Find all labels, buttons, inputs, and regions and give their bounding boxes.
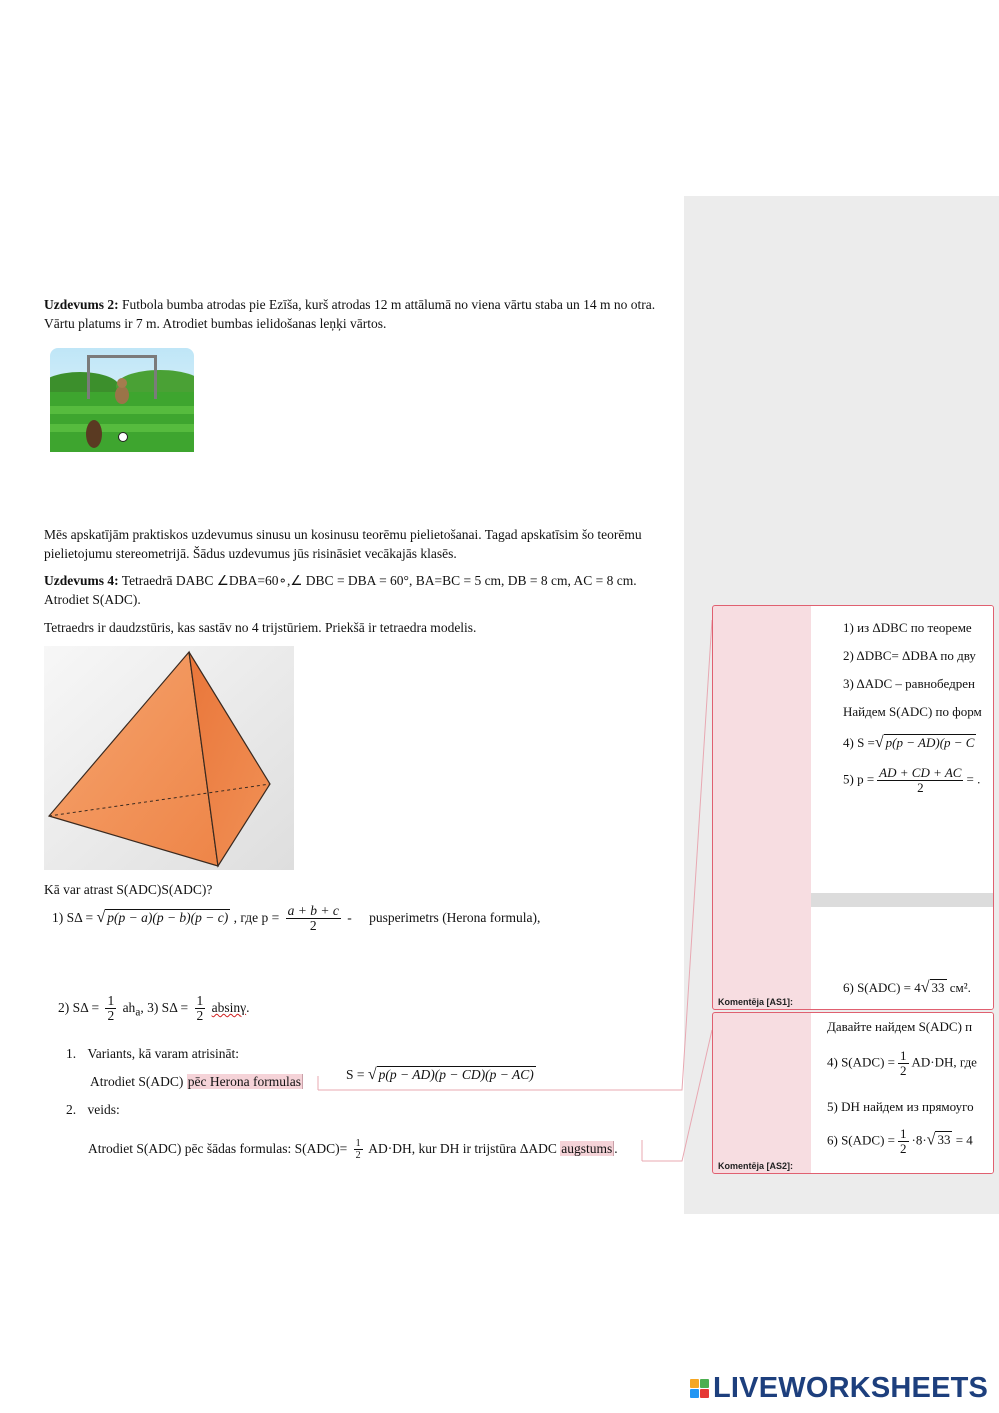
formula1-dash: - xyxy=(347,910,352,925)
list-item-2-number: 2. xyxy=(66,1102,77,1117)
comment-as2-label: Komentēja [AS2]: xyxy=(718,1161,794,1171)
list-item-1-number: 1. xyxy=(66,1046,77,1061)
tetrahedron-intro: Tetraedrs ir daudzstūris, kas sastāv no 4 trijstūriem. Priekšā ir tetraedra modelis. xyxy=(44,620,477,635)
list-item-2-title: veids: xyxy=(87,1102,120,1117)
question-text: Kā var atrast S(ADC)S(ADC)? xyxy=(44,882,213,897)
task4-text: Tetraedrā DABC ∠DBA=60∘,∠ DBC = DBA = 60°, BA=BC = 5 cm, DB = 8 cm, AC = 8 cm. Atrodiet S(ADC). xyxy=(44,573,637,607)
logo-text: LIVEWORKSHEETS xyxy=(713,1372,989,1404)
list-item-2-fraction: $\frac{1}{2}$ xyxy=(355,1138,361,1162)
task4-title: Uzdevums 4: xyxy=(44,573,119,588)
intro-paragraph: Mēs apskatījām praktiskos uzdevumus sinusu un kosinusu teorēmu pielietošanai. Tagad apskatīsim šo teorēmu pielietojumu stereometrijā. Šādus uzdevumus jūs risināsiet vecākajās klasēs. xyxy=(44,527,642,561)
comment-as1-image-bottom: 6) S(ADC) = 4√ 33 см². xyxy=(811,907,993,1009)
formula2-frac2: $\frac{1}{2}$ xyxy=(196,993,204,1024)
heron-formula-adc: S = √ p(p − AD)(p − CD)(p − AC) xyxy=(346,1066,534,1083)
list-item-1-title: Variants, kā varam atrisināt: xyxy=(87,1046,239,1061)
highlight-heron-formula[interactable]: pēc Herona formulas xyxy=(187,1074,301,1089)
task2-text: Futbola bumba atrodas pie Ezīša, kurš atrodas 12 m attālumā no viena vārtu staba un 14 m no otra. Vārtu platums ir 7 m. Atrodiet bumbas ielidošanas leņķi vārtos. xyxy=(44,297,656,331)
formula2-absin: absinγ xyxy=(211,1000,247,1015)
formula1-mid: , где p = xyxy=(233,910,280,925)
highlight-augstums[interactable]: augstums xyxy=(561,1141,613,1156)
list-item-2-line: Atrodiet S(ADC) pēc šādas formulas: S(ADC)= $\frac{1}{2}$ AD·DH, kur DH ir trijstūra ΔADC augstums . xyxy=(88,1138,618,1162)
comment-as1-image-top: 1) из ΔDBC по теореме 2) ΔDBC= ΔDBA по дву 3) ΔADC – равнобедрен Найдем S(ADC) по форм 4) S =√ p(p − AD)(p − C 5) p = $\frac{AD + CD + AC}{2}$ = . xyxy=(811,606,993,893)
task2-title: Uzdevums 2: xyxy=(44,297,119,312)
formula1-suffix: pusperimetrs (Herona formula), xyxy=(369,910,541,925)
formula2-sub: a xyxy=(135,1006,141,1019)
formula2-frac1: $\frac{1}{2}$ xyxy=(107,993,115,1024)
comment-as1-label: Komentēja [AS1]: xyxy=(718,997,794,1007)
formula1-fraction: $\frac{a + b + c}{2}$ xyxy=(287,903,339,934)
formula2-c: , 3) SΔ = xyxy=(140,1000,189,1015)
formula1-radicand: p(p − a)(p − b)(p − c) xyxy=(107,910,229,925)
logo-mark-icon xyxy=(690,1379,709,1398)
list-item-1-pre: Atrodiet S(ADC) xyxy=(90,1074,184,1089)
formula2-a: 2) SΔ = xyxy=(58,1000,100,1015)
comment-as1[interactable] xyxy=(712,605,994,1010)
comment-as1-divider xyxy=(811,893,993,907)
formula1-prefix: 1) SΔ = xyxy=(52,910,94,925)
formula-heron: 1) SΔ = √ p(p − a)(p − b)(p − c) , где p = $\frac{a + b + c}{2}$ - pusperimetrs (Herona formula), xyxy=(52,903,541,934)
comment-as2-image: Давайте найдем S(ADC) п 4) S(ADC) = $\frac{1}{2}$ AD·DH, где 5) DH найдем из прямоуго 6) S(ADC) = $\frac{1}{2}$ ·8·√ 33 = 4 xyxy=(811,1013,993,1173)
liveworksheets-logo xyxy=(690,1372,988,1405)
comment-as2[interactable] xyxy=(712,1012,994,1174)
formula2-b: ah xyxy=(122,1000,136,1015)
formula-area-alternatives: 2) SΔ = $\frac{1}{2}$ $ah_a$, 3) SΔ = $\frac{1}{2}$ absinγ. xyxy=(58,993,250,1024)
